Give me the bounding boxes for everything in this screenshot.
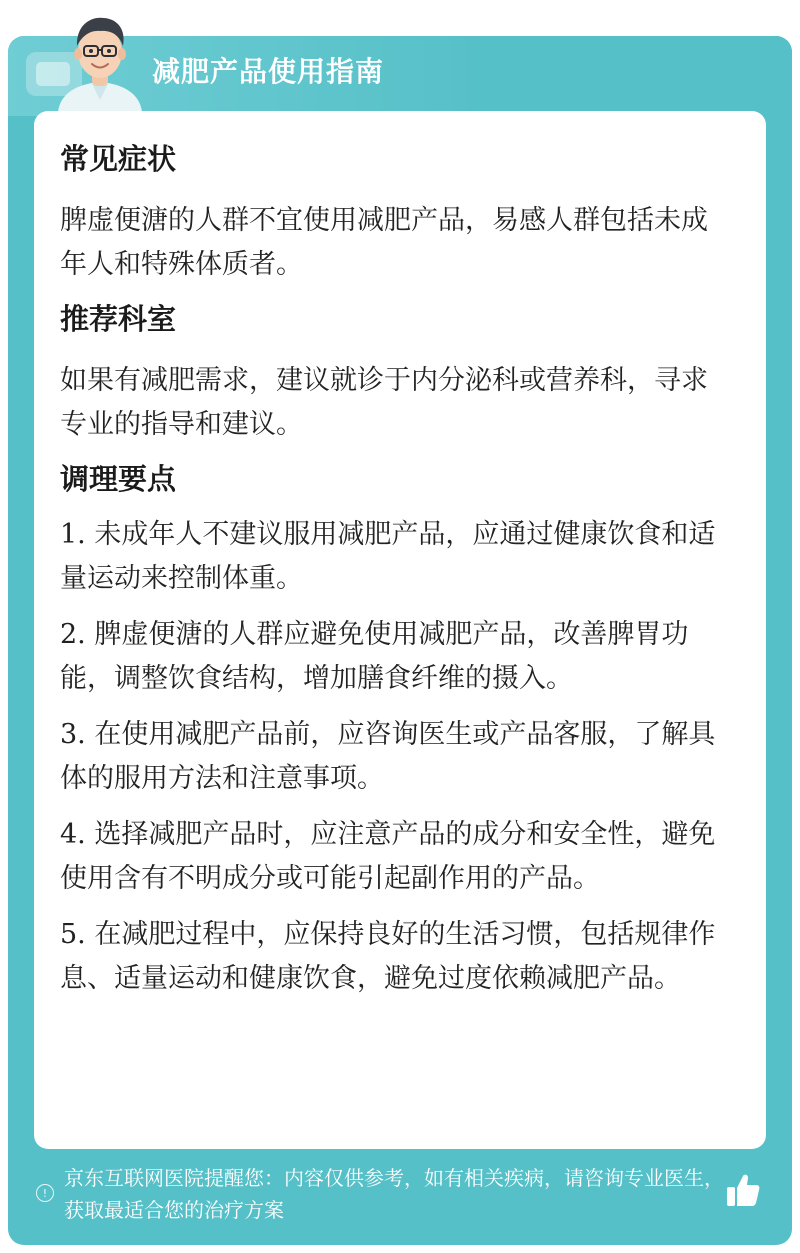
care-point-item — [60, 913, 724, 1001]
section-heading-department: 推荐科室 — [60, 302, 177, 336]
section-heading-symptoms: 常见症状 — [60, 142, 177, 176]
section-heading-care-points: 调理要点 — [60, 462, 177, 496]
care-point-text: 在减肥过程中，应保持良好的生活习惯，包括规律作息、适量运动和健康饮食，避免过度依赖减肥产品。 — [60, 919, 716, 994]
department-text: 如果有减肥需求，建议就诊于内分泌科或营养科，寻求专业的指导和建议。 — [60, 365, 708, 440]
care-point-item — [60, 513, 724, 601]
content-card — [34, 111, 766, 1149]
thumbs-up-icon[interactable] — [726, 1172, 760, 1208]
care-point-item — [60, 613, 724, 701]
care-point-number: 4. — [60, 819, 86, 850]
care-point-number: 3. — [60, 719, 86, 750]
care-point-text: 在使用减肥产品前，应咨询医生或产品客服，了解具体的服用方法和注意事项。 — [60, 719, 716, 794]
care-point-text: 脾虚便溏的人群应避免使用减肥产品，改善脾胃功能，调整饮食结构，增加膳食纤维的摄入。 — [60, 619, 689, 694]
care-point-item — [60, 813, 724, 901]
care-point-text: 未成年人不建议服用减肥产品，应通过健康饮食和适量运动来控制体重。 — [60, 519, 716, 594]
info-icon: ! — [36, 1184, 54, 1202]
care-point-item — [60, 713, 724, 801]
disclaimer-text: 京东互联网医院提醒您：内容仅供参考，如有相关疾病，请咨询专业医生，获取最适合您的治疗方案 — [64, 1166, 724, 1222]
care-point-text: 选择减肥产品时，应注意产品的成分和安全性，避免使用含有不明成分或可能引起副作用的产品。 — [60, 819, 716, 894]
doctor-avatar — [40, 8, 160, 112]
care-point-number: 1. — [60, 519, 86, 550]
care-point-number: 2. — [60, 619, 86, 650]
page-title: 减肥产品使用指南 — [152, 55, 385, 88]
care-point-number: 5. — [60, 919, 86, 950]
symptoms-text: 脾虚便溏的人群不宜使用减肥产品，易感人群包括未成年人和特殊体质者。 — [60, 205, 708, 280]
